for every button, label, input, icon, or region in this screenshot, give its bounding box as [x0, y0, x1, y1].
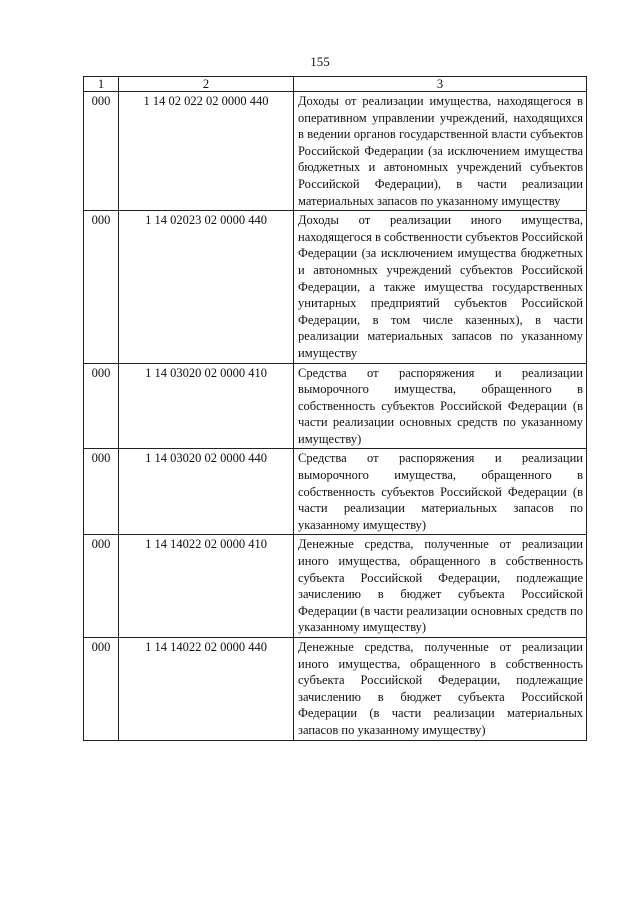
- budget-code-table: [83, 76, 587, 741]
- admin-code: 000: [84, 363, 119, 449]
- budget-classification-code: 1 14 03020 02 0000 410: [119, 363, 294, 449]
- table-row: [84, 638, 587, 741]
- income-description: Денежные средства, полученные от реализации иного имущества, обращенного в собственность субъекта Российской Федерации, подлежащие зачислению в бюджет субъекта Российской Федерации (в части реализации основных средств по указанному имуществу): [294, 535, 587, 638]
- table-row: [84, 449, 587, 535]
- income-description: Доходы от реализации иного имущества, находящегося в собственности субъектов Российской Федерации (за исключением имущества бюджетных и автономных учреждений субъектов Российской Федерации, а также имущества государственных унитарных предприятий субъектов Российской Федерации, в том числе казенных), в части реализации материальных запасов по указанному имуществу: [294, 211, 587, 363]
- income-description: Денежные средства, полученные от реализации иного имущества, обращенного в собственность субъекта Российской Федерации, подлежащие зачислению в бюджет субъекта Российской Федерации (в части реализации материальных запасов по указанному имуществу): [294, 638, 587, 741]
- admin-code: 000: [84, 535, 119, 638]
- budget-classification-code: 1 14 14022 02 0000 440: [119, 638, 294, 741]
- admin-code: 000: [84, 92, 119, 211]
- table-row: [84, 535, 587, 638]
- admin-code: 000: [84, 449, 119, 535]
- header-col-1: 1: [84, 77, 119, 92]
- income-description: Средства от распоряжения и реализации выморочного имущества, обращенного в собственность субъектов Российской Федерации (в части реализации материальных запасов по указанному имуществу): [294, 449, 587, 535]
- admin-code: 000: [84, 211, 119, 363]
- budget-classification-code: 1 14 03020 02 0000 440: [119, 449, 294, 535]
- income-description: Средства от распоряжения и реализации выморочного имущества, обращенного в собственность субъектов Российской Федерации (в части реализации основных средств по указанному имуществу): [294, 363, 587, 449]
- table-row: [84, 211, 587, 363]
- table-row: [84, 363, 587, 449]
- table-row: [84, 92, 587, 211]
- page-number: 155: [310, 54, 330, 69]
- table-header-row: [84, 77, 587, 92]
- admin-code: 000: [84, 638, 119, 741]
- header-col-3: 3: [294, 77, 587, 92]
- budget-classification-code: 1 14 02023 02 0000 440: [119, 211, 294, 363]
- income-description: Доходы от реализации имущества, находящегося в оперативном управлении учреждений, находящихся в ведении органов государственной власти субъектов Российской Федерации (за исключением имущества бюджетных и автономных учреждений субъектов Российской Федерации), в части реализации материальных запасов по указанному имуществу: [294, 92, 587, 211]
- header-col-2: 2: [119, 77, 294, 92]
- budget-classification-code: 1 14 02 022 02 0000 440: [119, 92, 294, 211]
- budget-classification-code: 1 14 14022 02 0000 410: [119, 535, 294, 638]
